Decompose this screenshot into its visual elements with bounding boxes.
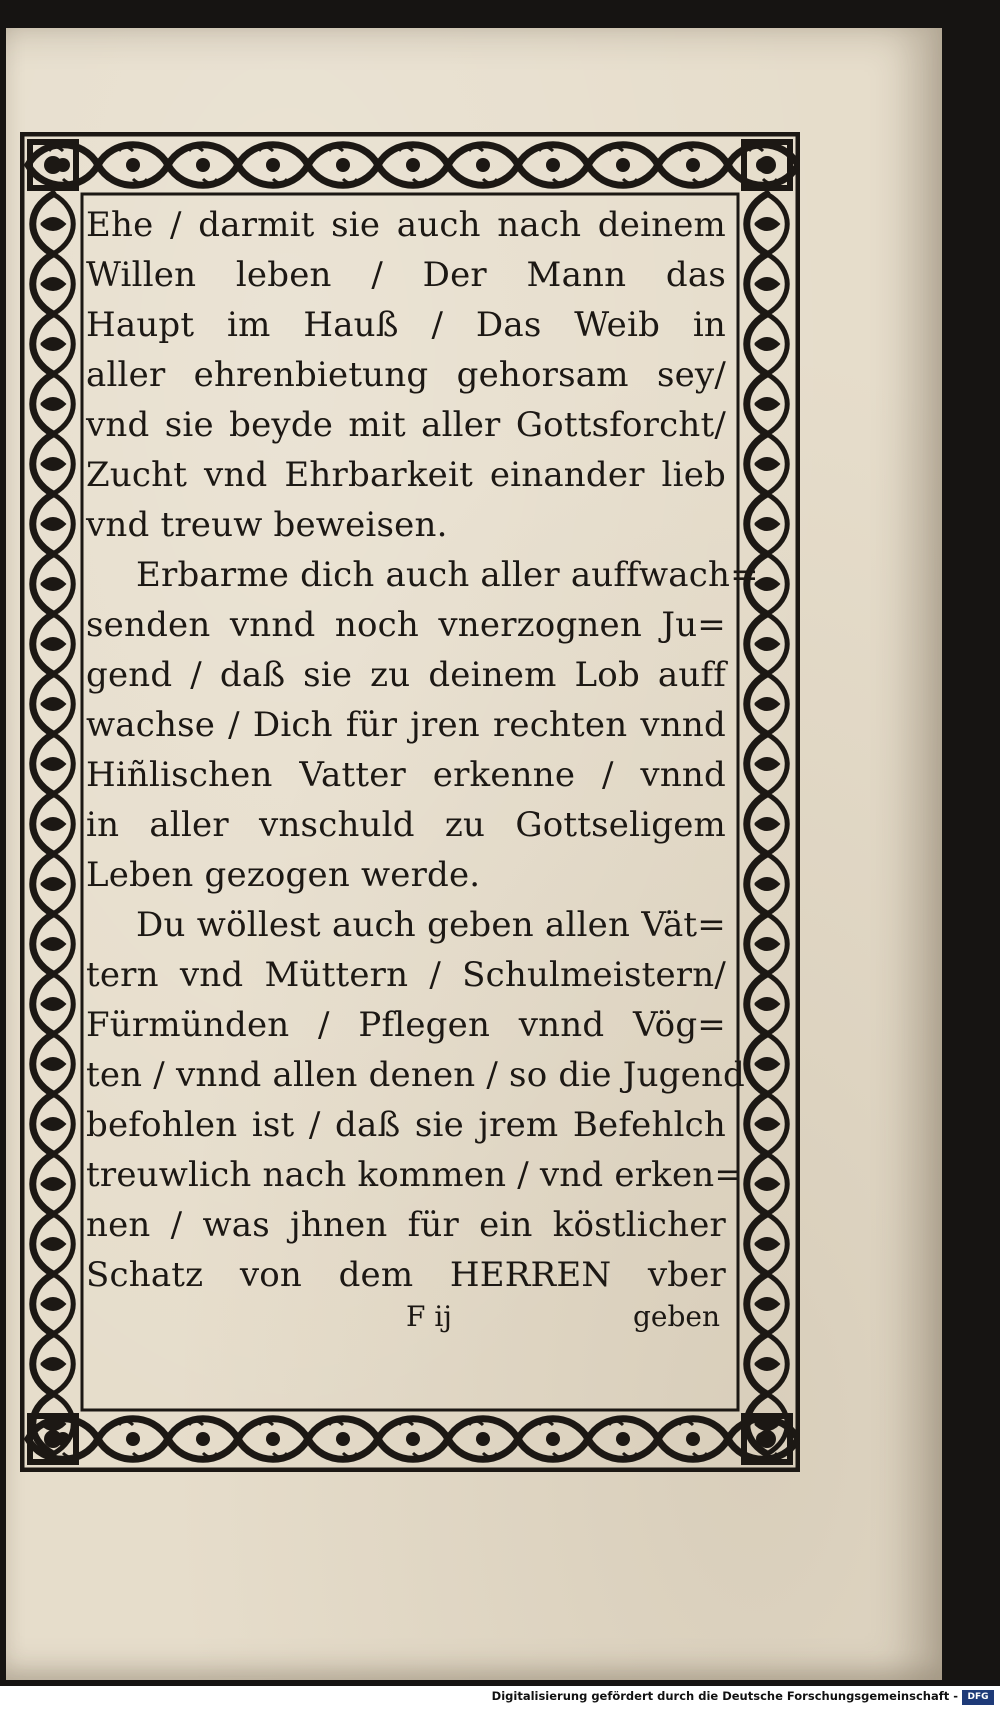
border-left-leaf [41, 1298, 65, 1310]
border-left-leaf [41, 278, 65, 290]
text-line: Du wöllest auch geben allen Vät= [136, 905, 726, 945]
border-corner-boss-3 [758, 1430, 776, 1448]
border-right-leaf [755, 218, 779, 230]
border-right-leaf [755, 758, 779, 770]
border-left-leaf [41, 398, 65, 410]
text-line: senden vnnd noch vnerzognen Ju= [86, 605, 726, 645]
border-bottom-knot [686, 1432, 700, 1446]
border-left-leaf [41, 878, 65, 890]
border-corner-boss-0 [44, 156, 62, 174]
text-line: Haupt im Hauß / Das Weib in [86, 305, 726, 345]
border-bottom-knot [126, 1432, 140, 1446]
border-left-leaf [41, 1418, 65, 1430]
border-right-leaf [755, 938, 779, 950]
border-right-leaf [755, 1178, 779, 1190]
text-line: in aller vnschuld zu Gottseligem [86, 805, 726, 845]
border-bottom-knot [476, 1432, 490, 1446]
border-right-leaf [755, 278, 779, 290]
border-right-leaf [755, 638, 779, 650]
border-bottom-knot [196, 1432, 210, 1446]
border-right-leaf [755, 998, 779, 1010]
border-left-leaf [41, 458, 65, 470]
border-right-leaf [755, 1298, 779, 1310]
border-left-leaf [41, 218, 65, 230]
border-top-knot [616, 158, 630, 172]
dfg-logo-icon: DFG [962, 1690, 994, 1705]
text-line: Hiñlischen Vatter erkenne / vnnd [86, 755, 726, 795]
border-right-leaf [755, 1238, 779, 1250]
border-left-leaf [41, 518, 65, 530]
border-top-knot [476, 158, 490, 172]
page-text [86, 200, 759, 1300]
border-left-leaf [41, 1178, 65, 1190]
text-line: tern vnd Müttern / Schulmeistern/ [86, 955, 726, 995]
text-line: Erbarme dich auch aller auffwach= [136, 555, 759, 595]
footer-credit: Digitalisierung gefördert durch die Deutsche Forschungsgemeinschaft - [491, 1689, 958, 1703]
border-bottom-knot [616, 1432, 630, 1446]
border-top-knot [686, 158, 700, 172]
text-line: Leben gezogen werde. [86, 855, 481, 895]
border-bottom-knot [336, 1432, 350, 1446]
border-left-leaf [41, 818, 65, 830]
border-corner-boss-2 [44, 1430, 62, 1448]
border-right-leaf [755, 1418, 779, 1430]
border-bottom-knot [546, 1432, 560, 1446]
border-right-leaf [755, 518, 779, 530]
border-right-leaf [755, 1118, 779, 1130]
border-left-leaf [41, 638, 65, 650]
border-right-leaf [755, 878, 779, 890]
border-right-leaf [755, 458, 779, 470]
text-line: treuwlich nach kommen / vnd erken= [86, 1155, 744, 1195]
border-top-knot [126, 158, 140, 172]
text-line: nen / was jhnen für ein köstlicher [86, 1205, 726, 1245]
border-left-leaf [41, 578, 65, 590]
text-line: Zucht vnd Ehrbarkeit einander lieb [86, 455, 726, 495]
border-top-knot [266, 158, 280, 172]
text-line: aller ehrenbietung gehorsam sey/ [86, 355, 726, 395]
border-left-leaf [41, 758, 65, 770]
digitization-footer [0, 1686, 1000, 1710]
border-left-leaf [41, 1358, 65, 1370]
text-line: befohlen ist / daß sie jrem Befehlch [86, 1105, 726, 1145]
border-bottom-knot [266, 1432, 280, 1446]
text-line: gend / daß sie zu deinem Lob auff [86, 655, 726, 695]
border-left-leaf [41, 938, 65, 950]
border-bottom-knot [406, 1432, 420, 1446]
border-top-knot [196, 158, 210, 172]
border-corner-boss-1 [758, 156, 776, 174]
border-top-knot [406, 158, 420, 172]
text-line: vnd sie beyde mit aller Gottsforcht/ [86, 405, 726, 445]
text-line: wachse / Dich für jren rechten vnnd [86, 705, 726, 745]
border-right-leaf [755, 698, 779, 710]
text-line: Schatz von dem HERREN vber [86, 1255, 726, 1295]
border-top-knot [336, 158, 350, 172]
border-left-leaf [41, 998, 65, 1010]
border-left-leaf [41, 698, 65, 710]
border-top-knot [546, 158, 560, 172]
border-right-leaf [755, 1058, 779, 1070]
border-right-leaf [755, 338, 779, 350]
text-line: Willen leben / Der Mann das [86, 255, 726, 295]
text-line: ten / vnnd allen denen / so die Jugend [86, 1055, 746, 1095]
book-page [6, 28, 942, 1680]
text-line: Ehe / darmit sie auch nach deinem [86, 205, 726, 245]
border-right-leaf [755, 398, 779, 410]
page-foot [86, 1300, 726, 1340]
border-right-leaf [755, 1358, 779, 1370]
signature-mark: F ij [406, 1300, 452, 1333]
border-left-leaf [41, 1238, 65, 1250]
text-line: Fürmünden / Pflegen vnnd Vög= [86, 1005, 726, 1045]
text-line: vnd treuw beweisen. [86, 505, 448, 545]
border-left-leaf [41, 338, 65, 350]
border-left-leaf [41, 1058, 65, 1070]
border-right-leaf [755, 818, 779, 830]
catchword: geben [632, 1300, 720, 1333]
border-left-leaf [41, 1118, 65, 1130]
